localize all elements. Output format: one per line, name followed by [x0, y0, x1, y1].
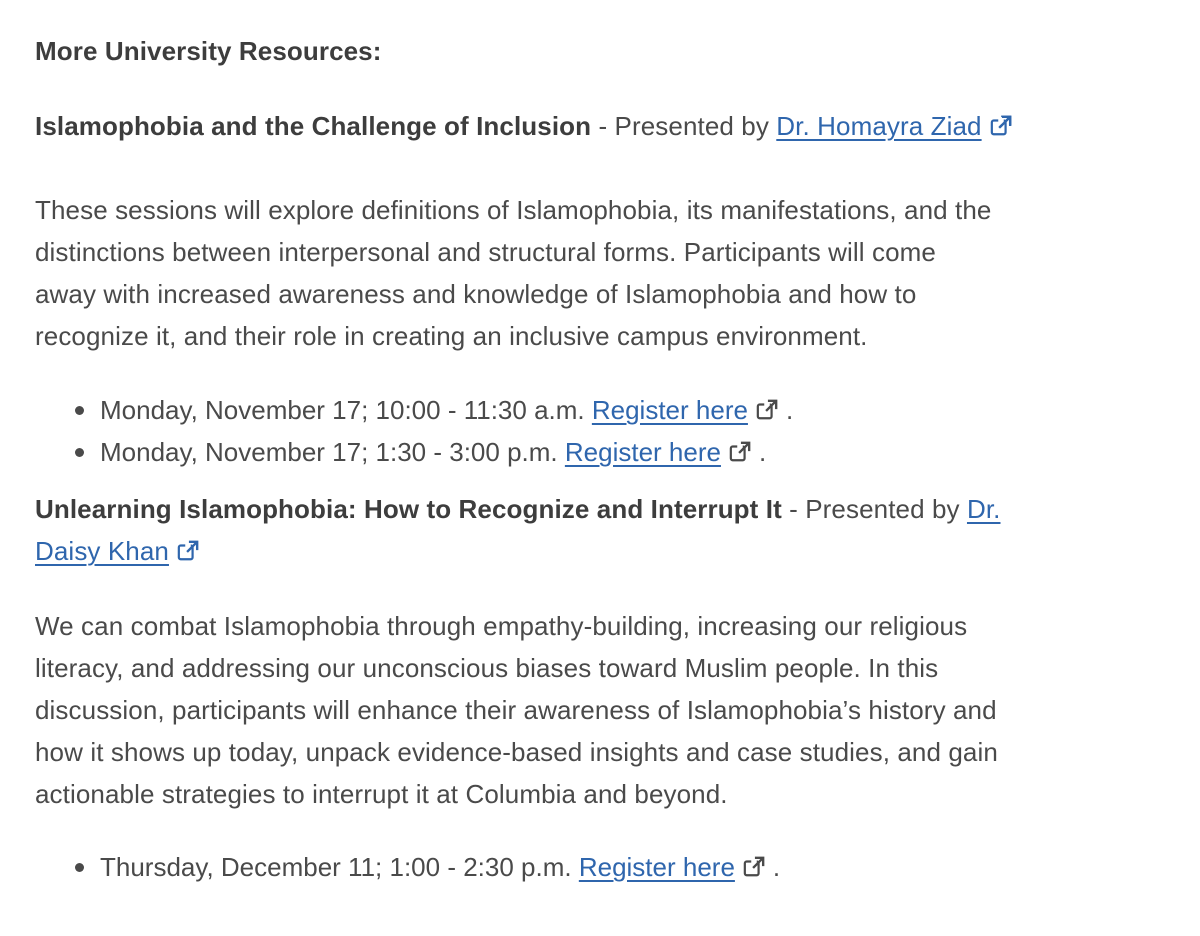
bullet-icon: [75, 448, 84, 457]
session1-register-link-1[interactable]: Register here: [591, 395, 748, 425]
session1-desc-line-2: distinctions between interpersonal and structural forms. Participants will come: [35, 237, 936, 267]
session2-date-1-text: Thursday, December 11; 1:00 - 2:30 p.m.: [100, 852, 579, 882]
external-link-icon: [729, 441, 751, 463]
session2-presenter-link-part1[interactable]: Dr.: [966, 494, 1001, 524]
session1-desc-line-3: away with increased awareness and knowledge of Islamophobia and how to: [35, 279, 917, 309]
session2-title-line-2: [35, 530, 1160, 572]
session2-presented-by: - Presented by: [781, 494, 967, 524]
session2-presenter-link-part2[interactable]: Daisy Khan: [35, 536, 169, 566]
session2-desc-line-1: We can combat Islamophobia through empathy-building, increasing our religious: [35, 611, 968, 641]
session1-date-1-text: Monday, November 17; 10:00 - 11:30 a.m.: [100, 395, 592, 425]
session1-date-2-text: Monday, November 17; 1:30 - 3:00 p.m.: [100, 437, 565, 467]
session1-date-1-suffix: .: [785, 395, 794, 425]
session1-presenter-link[interactable]: Dr. Homayra Ziad: [776, 111, 982, 141]
session2-description: [35, 605, 1160, 815]
session1-title: Islamophobia and the Challenge of Inclusion: [35, 111, 592, 141]
session1-title-line: [35, 105, 1160, 147]
session2-desc-line-4: how it shows up today, unpack evidence-based insights and case studies, and gain: [35, 737, 998, 767]
external-link-icon: [743, 856, 765, 878]
bullet-icon: [75, 863, 84, 872]
session2-register-link-1[interactable]: Register here: [578, 852, 735, 882]
session1-date-item-1: [100, 389, 1160, 431]
session1-date-2-suffix: .: [758, 437, 767, 467]
external-link-icon: [177, 540, 199, 562]
session1-presented-by: - Presented by: [591, 111, 777, 141]
session2-title-line-1: [35, 488, 1160, 530]
session1-desc-line-4: recognize it, and their role in creating an inclusive campus environment.: [35, 321, 868, 351]
session2-desc-line-2: literacy, and addressing our unconscious biases toward Muslim people. In this: [35, 653, 939, 683]
session2-title: Unlearning Islamophobia: How to Recognize and Interrupt It: [35, 494, 782, 524]
section-title: More University Resources:: [35, 36, 382, 66]
external-link-icon: [990, 115, 1012, 137]
session1-register-link-2[interactable]: Register here: [564, 437, 721, 467]
session2-date-item-1: [100, 846, 1160, 888]
session1-description: [35, 189, 1160, 357]
session1-date-item-2: [100, 431, 1160, 473]
bullet-icon: [75, 406, 84, 415]
session2-desc-line-3: discussion, participants will enhance their awareness of Islamophobia’s history and: [35, 695, 997, 725]
session2-date-1-suffix: .: [772, 852, 781, 882]
external-link-icon: [756, 399, 778, 421]
session2-desc-line-5: actionable strategies to interrupt it at Columbia and beyond.: [35, 779, 728, 809]
session1-desc-line-1: These sessions will explore definitions of Islamophobia, its manifestations, and the: [35, 195, 992, 225]
